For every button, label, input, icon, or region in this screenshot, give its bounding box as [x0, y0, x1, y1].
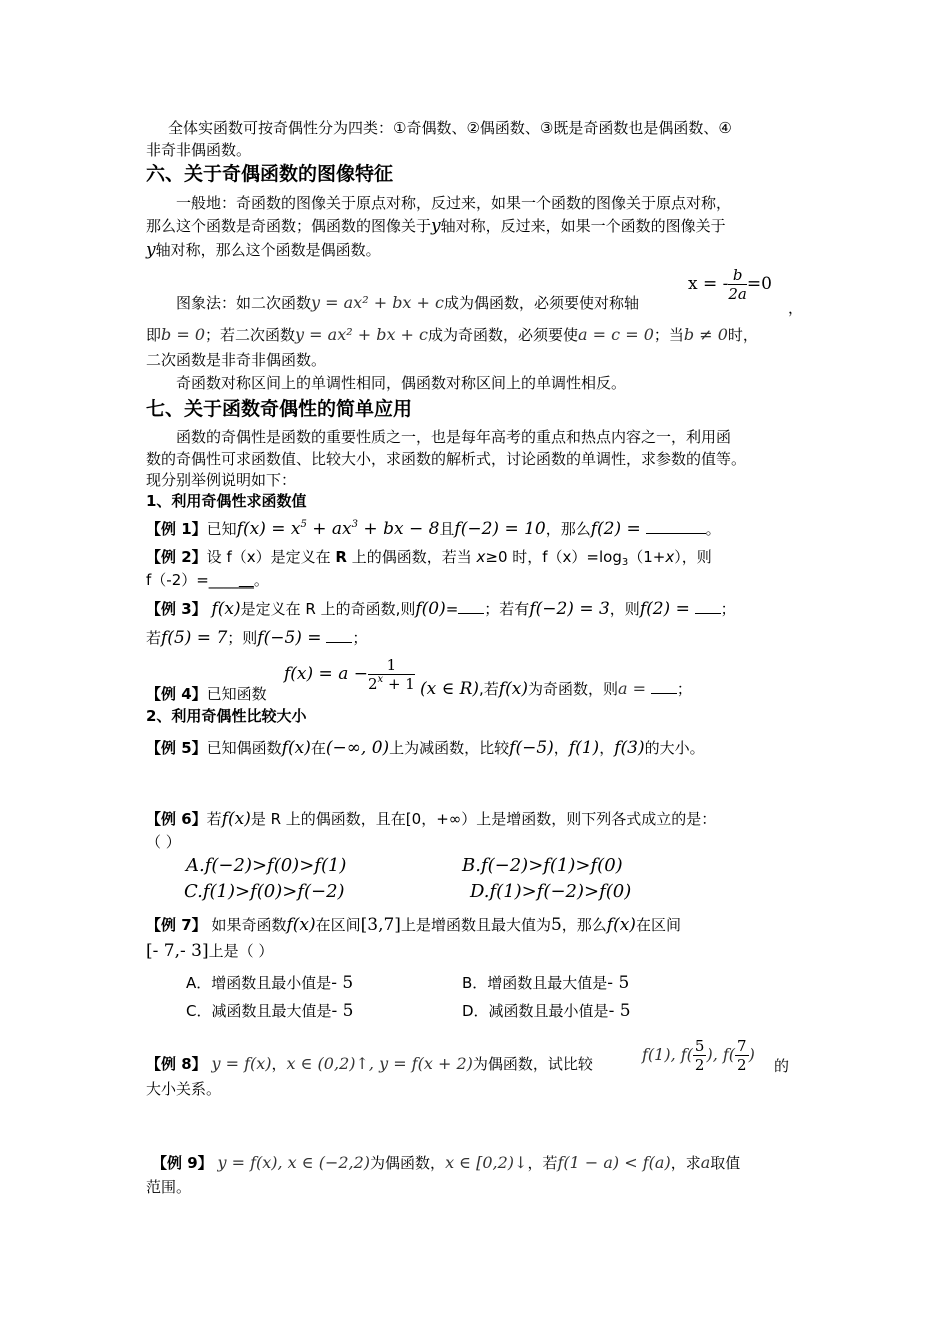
example-tag: 【例 3】 — [146, 600, 207, 618]
math: + bx − 8 — [358, 519, 440, 539]
math: =0 — [746, 274, 772, 294]
text: + 1 — [383, 675, 415, 693]
text: 为奇函数，则 — [527, 680, 618, 698]
text: 即 — [146, 326, 162, 344]
text: 。 — [705, 520, 721, 538]
text: 在区间 — [635, 916, 681, 934]
math: x ∈ (0,2)↑, y = f(x + 2) — [286, 1054, 473, 1073]
math-function — [237, 519, 440, 539]
denominator: 2 — [737, 1056, 747, 1074]
math: f(−5) = — [257, 628, 322, 648]
example-tag: 【例 1】 — [146, 520, 207, 538]
math: ) — [748, 1045, 755, 1064]
option-A[interactable]: A.f(−2)>f(0)>f(1) — [186, 855, 347, 876]
text: ≥0 时，f（x）=log — [485, 548, 622, 566]
text: ； — [720, 600, 736, 618]
math: f(1) — [568, 738, 600, 758]
text: 时， — [727, 326, 758, 344]
text: 在区间 — [315, 916, 361, 934]
example-tag: 【例 2】 — [146, 548, 207, 566]
section-7-para-3: 现分别举例说明如下： — [146, 471, 297, 489]
fraction-5-over-2 — [693, 1037, 707, 1074]
text: ，则 — [609, 600, 640, 618]
set-R: R — [335, 548, 347, 566]
example-1 — [146, 519, 721, 539]
math-interval: (−∞, 0) — [325, 738, 390, 758]
text: = — [445, 600, 459, 618]
section-6-para-2 — [146, 216, 726, 236]
section-7-heading: 七、关于函数奇偶性的简单应用 — [146, 398, 413, 420]
text: 若 — [146, 629, 162, 647]
example-2-line-1 — [146, 547, 712, 567]
text: C．减函数且最大值是 — [186, 1002, 332, 1020]
math: f(x) — [211, 599, 241, 619]
math: f(−5) — [509, 738, 554, 758]
text: 在 — [310, 739, 326, 757]
symmetry-axis-formula — [688, 262, 772, 306]
text: 设 f（x）是定义在 — [206, 548, 336, 566]
math: x ∈ [0,2)↓ — [445, 1153, 528, 1172]
base: 2 — [367, 675, 378, 693]
section-6-para-3 — [146, 240, 381, 260]
var-x: x — [665, 548, 675, 566]
text: 取值 — [710, 1154, 741, 1172]
math: b = 0 — [161, 325, 206, 344]
text: ,若 — [479, 680, 499, 698]
math: x = - — [688, 274, 729, 294]
math-domain: (x ∈ R) — [420, 679, 480, 699]
text: ， — [553, 739, 569, 757]
math: 5 — [550, 915, 562, 935]
math: f(x) — [286, 915, 316, 935]
section-6-heading: 六、关于奇偶函数的图像特征 — [146, 163, 394, 185]
math: - 5 — [331, 973, 354, 993]
math: f(x) — [281, 738, 311, 758]
text: 且 — [439, 520, 455, 538]
example-tag: 【例 9】 — [152, 1154, 213, 1172]
intro-line-1: 全体实函数可按奇偶性分为四类：①奇偶数、②偶函数、③既是奇函数也是偶函数、④ — [168, 119, 732, 137]
text: 若 — [206, 810, 222, 828]
example-tag: 【例 6】 — [146, 810, 207, 828]
text: ），则 — [674, 548, 712, 566]
option-A[interactable] — [186, 973, 353, 993]
numerator: b — [728, 266, 747, 285]
intro-line-2: 非奇非偶函数。 — [146, 141, 252, 159]
example-3-line-1 — [146, 599, 736, 619]
text: ， — [599, 739, 615, 757]
section-6-para-1: 一般地：奇函数的图像关于原点对称，反过来，如果一个函数的图像关于原点对称， — [176, 194, 732, 212]
text: 上为减函数，比较 — [389, 739, 510, 757]
text: ， — [271, 1055, 287, 1073]
math-quadratic: y = ax² + bx + c — [295, 325, 429, 344]
text: 那么这个函数是奇函数；偶函数的图像关于 — [146, 217, 432, 235]
math: f(−2) = 3 — [529, 599, 610, 619]
math: f(3) — [614, 738, 645, 758]
text: ；若有 — [484, 600, 530, 618]
math: f(0) — [415, 599, 446, 619]
text: 。 — [253, 571, 269, 589]
math: f(x) = x — [236, 519, 301, 539]
math: a = c = 0 — [578, 325, 654, 344]
monotonicity-note: 奇函数对称区间上的单调性相同，偶函数对称区间上的单调性相反。 — [176, 374, 627, 392]
answer-blank[interactable] — [646, 519, 706, 534]
text: ，若 — [527, 1154, 558, 1172]
math-y: y — [431, 216, 441, 236]
fraction-1-over-2x-plus-1 — [368, 656, 415, 693]
example-7-line-1 — [146, 915, 681, 935]
math: f(x) — [606, 915, 636, 935]
math: a — [700, 1153, 711, 1172]
math: - 5 — [331, 1001, 354, 1021]
text: f（-2）=____ — [146, 571, 239, 589]
subheading-1: 1、利用奇偶性求函数值 — [146, 492, 307, 510]
math-quadratic: y = ax² + bx + c — [311, 293, 444, 312]
denominator: 2a — [728, 285, 747, 303]
example-7-line-2 — [146, 941, 273, 961]
text: 为偶函数， — [370, 1154, 446, 1172]
math-interval: [- 7,- 3] — [146, 941, 209, 961]
math: y = f(x) — [211, 1054, 272, 1073]
math: f(2) = — [590, 519, 641, 539]
graph-method-line-1 — [176, 293, 639, 313]
example-tag: 【例 7】 — [146, 916, 207, 934]
answer-blank[interactable] — [458, 599, 484, 614]
text: D．减函数且最小值是 — [462, 1002, 609, 1020]
example-8-compare-values — [642, 1033, 755, 1077]
text: 上是（ ） — [208, 942, 274, 960]
math: + ax — [306, 519, 352, 539]
text: ，那么 — [561, 916, 607, 934]
example-tag: 【例 4】 — [146, 685, 207, 703]
option-D[interactable]: D.f(1)>f(−2)>f(0) — [470, 881, 632, 902]
example-4-formula — [284, 652, 415, 696]
math: f(−2) = 10 — [454, 519, 546, 539]
fraction-b-over-2a — [728, 266, 747, 303]
exponent: x — [377, 674, 384, 685]
text: ；若二次函数 — [205, 326, 296, 344]
answer-blank[interactable] — [651, 679, 677, 694]
comma: ， — [788, 299, 804, 317]
math: - 5 — [607, 973, 630, 993]
text: 已知偶函数 — [206, 739, 282, 757]
text: 是 R 上的偶函数，且在[0，+∞）上是增函数，则下列各式成立的是： — [250, 810, 717, 828]
text: ；当 — [653, 326, 684, 344]
text: ，求 — [670, 1154, 701, 1172]
graph-method-line-3: 二次函数是非奇非偶函数。 — [146, 351, 327, 369]
answer-blank[interactable] — [326, 628, 352, 643]
text: ，那么 — [545, 520, 591, 538]
option-D[interactable] — [462, 1001, 631, 1021]
option-C[interactable]: C.f(1)>f(0)>f(−2) — [184, 881, 345, 902]
example-9-line-2: 范围。 — [146, 1178, 192, 1196]
log-base: 3 — [621, 557, 629, 568]
math: y = f(x), x ∈ (−2,2) — [217, 1153, 371, 1172]
example-8-line-1 — [146, 1054, 593, 1074]
text: ；则 — [227, 629, 258, 647]
subheading-2: 2、利用奇偶性比较大小 — [146, 707, 307, 725]
example-tag: 【例 8】 — [146, 1055, 207, 1073]
example-tag: 【例 5】 — [146, 739, 207, 757]
math-y: y — [146, 240, 156, 260]
math: f(x) — [498, 679, 528, 699]
denominator: 2 — [694, 1056, 705, 1074]
text: 上是增函数且最大值为 — [400, 916, 551, 934]
text: 成为奇函数，必须要使 — [428, 326, 579, 344]
example-9-line-1 — [152, 1153, 740, 1173]
example-6-paren: （ ） — [146, 833, 181, 851]
example-5 — [146, 738, 705, 758]
math: b ≠ 0 — [683, 325, 728, 344]
math-interval: [3,7] — [360, 915, 401, 935]
math: f(1 − a) < f(a) — [557, 1153, 671, 1172]
example-8-line-2: 大小关系。 — [146, 1080, 222, 1098]
text: 轴对称，反过来，如果一个函数的图像关于 — [440, 217, 726, 235]
text: 轴对称，那么这个函数是偶函数。 — [155, 241, 381, 259]
graph-method-line-2 — [146, 325, 758, 345]
text: 的 — [774, 1057, 790, 1075]
math: ), f( — [706, 1045, 736, 1064]
numerator: 7 — [737, 1037, 747, 1055]
example-3-line-2 — [146, 628, 367, 648]
text: ； — [352, 629, 368, 647]
option-C[interactable] — [186, 1001, 353, 1021]
text: 已知函数 — [206, 685, 267, 703]
math: f(5) = 7 — [161, 628, 228, 648]
example-2-line-2 — [146, 570, 269, 590]
exponent: 3 — [351, 519, 359, 530]
option-B[interactable]: B.f(−2)>f(1)>f(0) — [462, 855, 623, 876]
text: ； — [676, 680, 692, 698]
math: f(x) — [221, 809, 251, 829]
text: 图象法：如二次函数 — [176, 294, 312, 312]
example-6-line-1 — [146, 809, 716, 829]
math: - 5 — [608, 1001, 631, 1021]
text: 的大小。 — [644, 739, 705, 757]
example-4-lead — [146, 684, 267, 704]
var-x: x — [476, 548, 486, 566]
answer-blank[interactable]: __ — [238, 571, 254, 589]
answer-blank[interactable] — [695, 599, 721, 614]
math: f(1), f( — [642, 1045, 693, 1064]
text: 成为偶函数，必须要使对称轴 — [444, 294, 640, 312]
math: f(x) = a − — [284, 664, 368, 684]
text: 如果奇函数 — [206, 916, 287, 934]
math: a = — [618, 679, 647, 698]
denominator — [368, 675, 415, 693]
section-7-para-2: 数的奇偶性可求函数值、比较大小，求函数的解析式，讨论函数的单调性，求参数的值等。 — [146, 450, 747, 468]
text: 已知 — [206, 520, 237, 538]
text: 是定义在 R 上的奇函数,则 — [240, 600, 416, 618]
option-B[interactable] — [462, 973, 629, 993]
example-4-rest — [420, 679, 692, 699]
numerator: 1 — [368, 656, 415, 675]
math: f(2) = — [639, 599, 690, 619]
section-7-para-1: 函数的奇偶性是函数的重要性质之一，也是每年高考的重点和热点内容之一，利用函 — [176, 428, 732, 446]
fraction-7-over-2 — [735, 1037, 749, 1074]
text: B．增函数且最大值是 — [462, 974, 608, 992]
text: 为偶函数，试比较 — [472, 1055, 593, 1073]
text: A．增函数且最小值是 — [186, 974, 332, 992]
numerator: 5 — [694, 1037, 705, 1055]
exponent: 5 — [300, 519, 307, 530]
text: 上的偶函数，若当 — [346, 548, 477, 566]
text: （1+ — [628, 548, 666, 566]
